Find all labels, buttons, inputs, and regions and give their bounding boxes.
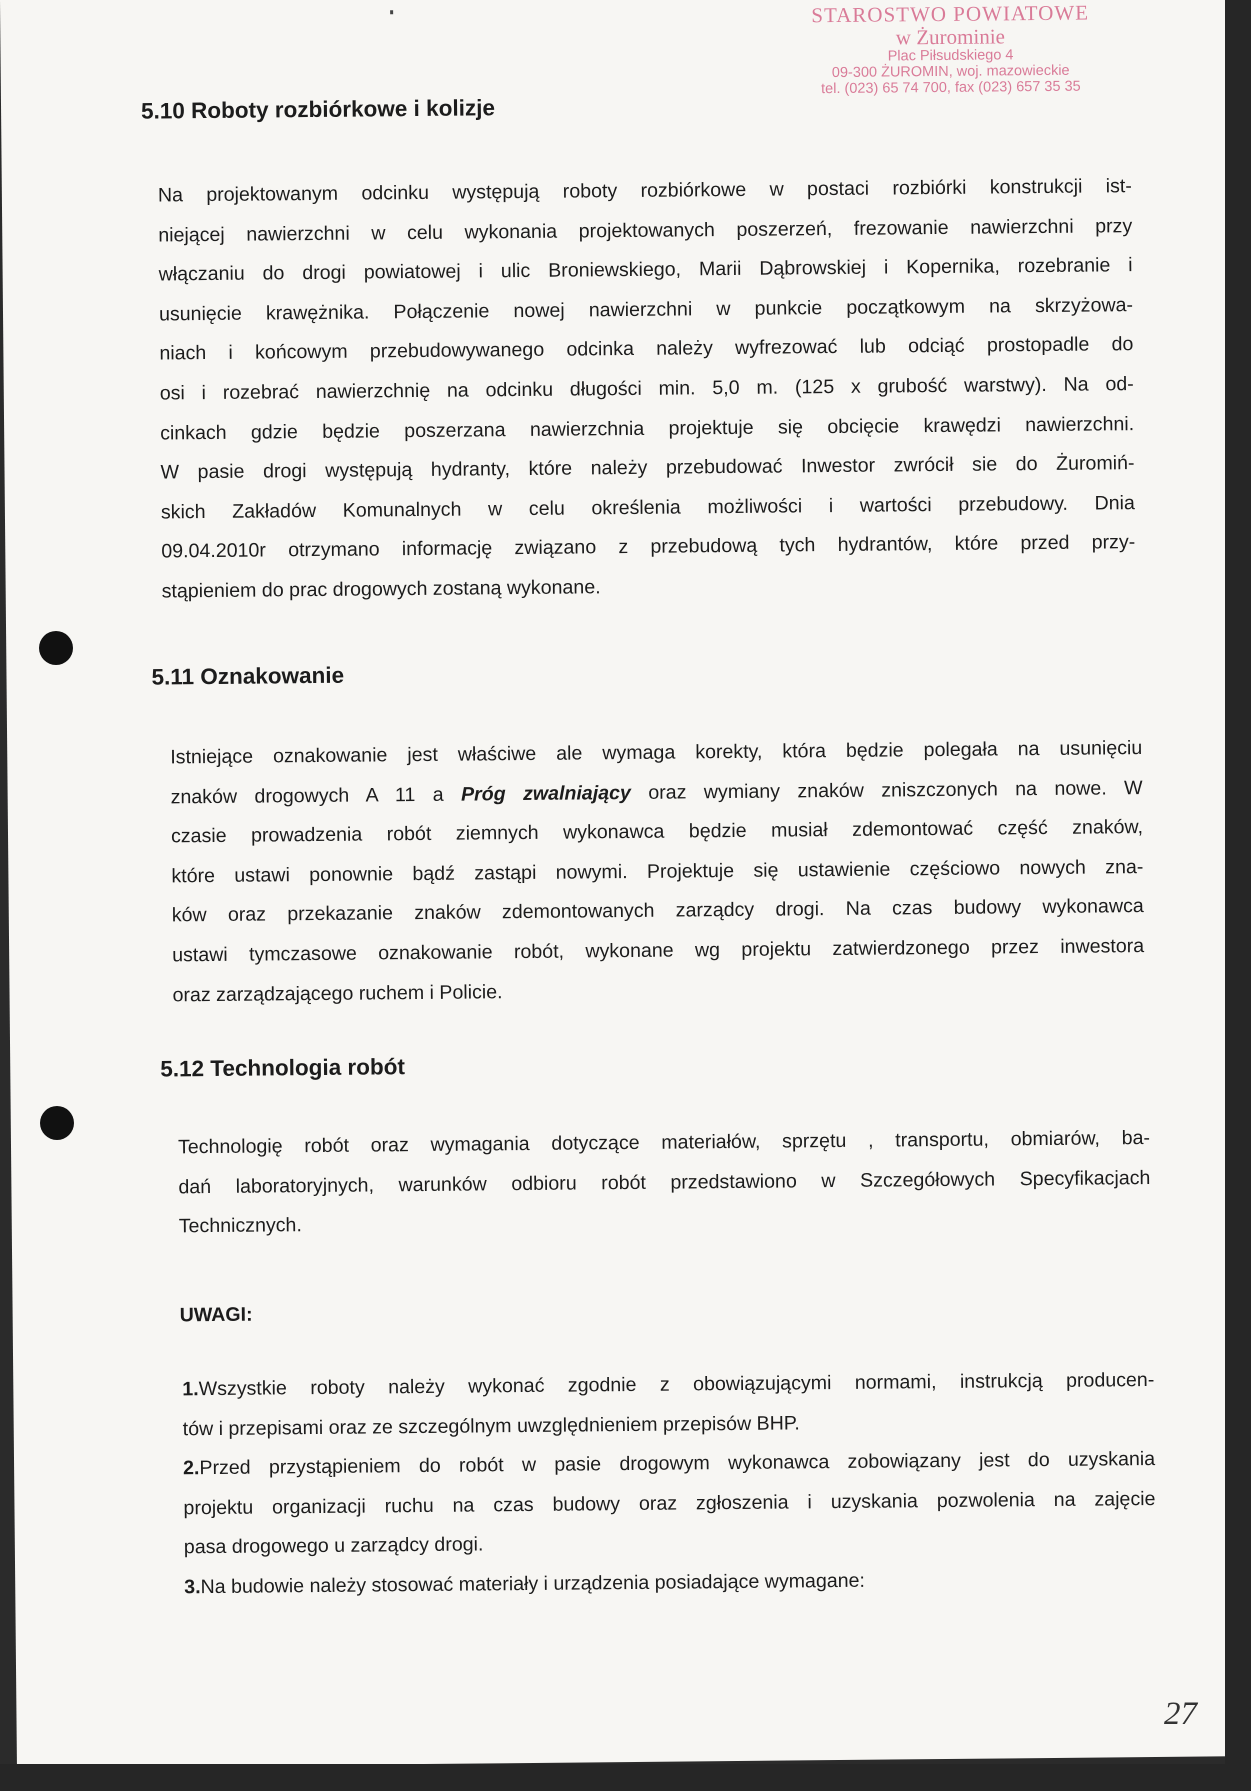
text-line: ków oraz przekazanie znaków zdemontowanych zarządcy drogi. Na czas budowy wykonawca bbox=[171, 895, 1144, 927]
uwagi-list bbox=[182, 1361, 1156, 1608]
stamp-line: 09-300 ŻUROMIN, woj. mazowieckie bbox=[831, 62, 1070, 82]
text-fragment: oraz wymiany znaków zniszczonych na nowe. W bbox=[630, 776, 1143, 804]
text-line: niach i końcowym przebudowywanego odcinka należy wyfrezować lub odciąć prostopadle do bbox=[159, 333, 1134, 365]
uwagi-item-text: Wszystkie roboty należy wykonać zgodnie z obowiązującymi normami, instrukcją producen- bbox=[198, 1368, 1155, 1401]
punch-hole bbox=[40, 1106, 74, 1140]
text-line: W pasie drogi występują hydranty, które należy przebudować Inwestor zwrócił sie do Żuromiń- bbox=[160, 452, 1135, 484]
text-line: Na projektowanym odcinku występują roboty rozbiórkowe w postaci rozbiórki konstrukcji ist- bbox=[157, 175, 1132, 207]
text-line: ustawi tymczasowe oznakowanie robót, wykonane wg projektu zatwierdzonego przez inwestora bbox=[172, 935, 1145, 967]
text-line: czasie prowadzenia robót ziemnych wykonawca będzie musiał zdemontować część znaków, bbox=[170, 816, 1144, 848]
text-line: które ustawi ponownie bądź zastąpi nowymi. Projektuje się ustawienie częściowo nowych zna- bbox=[171, 855, 1144, 888]
section-paragraph bbox=[158, 167, 1136, 612]
sign-name: Próg zwalniający bbox=[460, 781, 632, 806]
text-line: Istniejące oznakowanie jest właściwe ale wymaga korekty, która będzie polegała na usunięciu bbox=[170, 737, 1143, 769]
uwagi-item-text: tów i przepisami oraz ze szczególnym uwzględnieniem przepisów BHP. bbox=[182, 1411, 800, 1440]
text-line: stąpieniem do prac drogowych zostaną wykonane. bbox=[161, 576, 601, 603]
text-line: Technicznych. bbox=[178, 1214, 302, 1238]
section-heading: 5.10 Roboty rozbiórkowe i kolizje bbox=[140, 95, 496, 124]
punch-hole bbox=[39, 631, 73, 665]
text-line: osi i rozebrać nawierzchnię na odcinku długości min. 5,0 m. (125 x grubość warstwy). Na od- bbox=[159, 373, 1134, 405]
scan-speck bbox=[390, 10, 393, 14]
scan-border-bottom bbox=[0, 1764, 1251, 1791]
text-line: 09.04.2010r otrzymano informację związano z przebudową tych hydrantów, które przed przy- bbox=[161, 531, 1136, 563]
uwagi-item-number: 2. bbox=[182, 1457, 200, 1480]
office-stamp bbox=[760, 1, 1141, 99]
text-line: włączaniu do drogi powiatowej i ulic Broniewskiego, Marii Dąbrowskiej i Kopernika, rozebranie i bbox=[158, 254, 1133, 286]
stamp-line: w Żurominie bbox=[895, 24, 1006, 50]
stamp-line: Plac Piłsudskiego 4 bbox=[887, 47, 1014, 65]
uwagi-item-text: projektu organizacji ruchu na czas budowy oraz zgłoszenia i uzyskania pozwolenia na zajęcie bbox=[183, 1487, 1156, 1520]
section-paragraph bbox=[178, 1119, 1151, 1247]
section-paragraph bbox=[170, 729, 1145, 1015]
uwagi-line bbox=[184, 1559, 1156, 1608]
text-line: skich Zakładów Komunalnych w celu określenia możliwości i wartości przebudowy. Dnia bbox=[160, 491, 1135, 524]
text-line: oraz zarządzającego ruchem i Policie. bbox=[172, 980, 503, 1006]
text-line: niejącej nawierzchni w celu wykonania projektowanych poszerzeń, frezowanie nawierzchni przy bbox=[158, 214, 1133, 247]
uwagi-title: UWAGI: bbox=[179, 1303, 253, 1327]
uwagi-item-number: 3. bbox=[184, 1576, 201, 1599]
text-line: cinkach gdzie będzie poszerzana nawierzchnia projektuje się obcięcie krawędzi nawierzchni. bbox=[160, 412, 1135, 445]
scan-border-right bbox=[1225, 0, 1251, 1791]
stamp-line: tel. (023) 65 74 700, fax (023) 657 35 35 bbox=[821, 78, 1081, 98]
text-line: usunięcie krawężnika. Połączenie nowej nawierzchni w punkcie początkowym na skrzyżowa- bbox=[158, 293, 1134, 326]
uwagi-item-text: Przed przystąpieniem do robót w pasie drogowym wykonawca zobowiązany jest do uzyskania bbox=[199, 1448, 1156, 1480]
page-number: 27 bbox=[1164, 1696, 1197, 1732]
uwagi-item-text: pasa drogowego u zarządcy drogi. bbox=[183, 1533, 484, 1559]
stamp-line: STAROSTWO POWIATOWE bbox=[811, 0, 1090, 28]
section-heading: 5.12 Technologia robót bbox=[160, 1054, 406, 1082]
text-line: Technologię robót oraz wymagania dotyczące materiałów, sprzętu , transportu, obmiarów, ba- bbox=[177, 1127, 1151, 1159]
section-heading: 5.11 Oznakowanie bbox=[151, 662, 345, 690]
text-line: dań laboratoryjnych, warunków odbioru robót przedstawiono w Szczegółowych Specyfikacjach bbox=[178, 1166, 1151, 1198]
uwagi-item-text: Na budowie należy stosować materiały i urządzenia posiadające wymagane: bbox=[200, 1569, 866, 1599]
uwagi-item-number: 1. bbox=[182, 1378, 199, 1401]
text-fragment: znaków drogowych A 11 a bbox=[170, 783, 462, 808]
